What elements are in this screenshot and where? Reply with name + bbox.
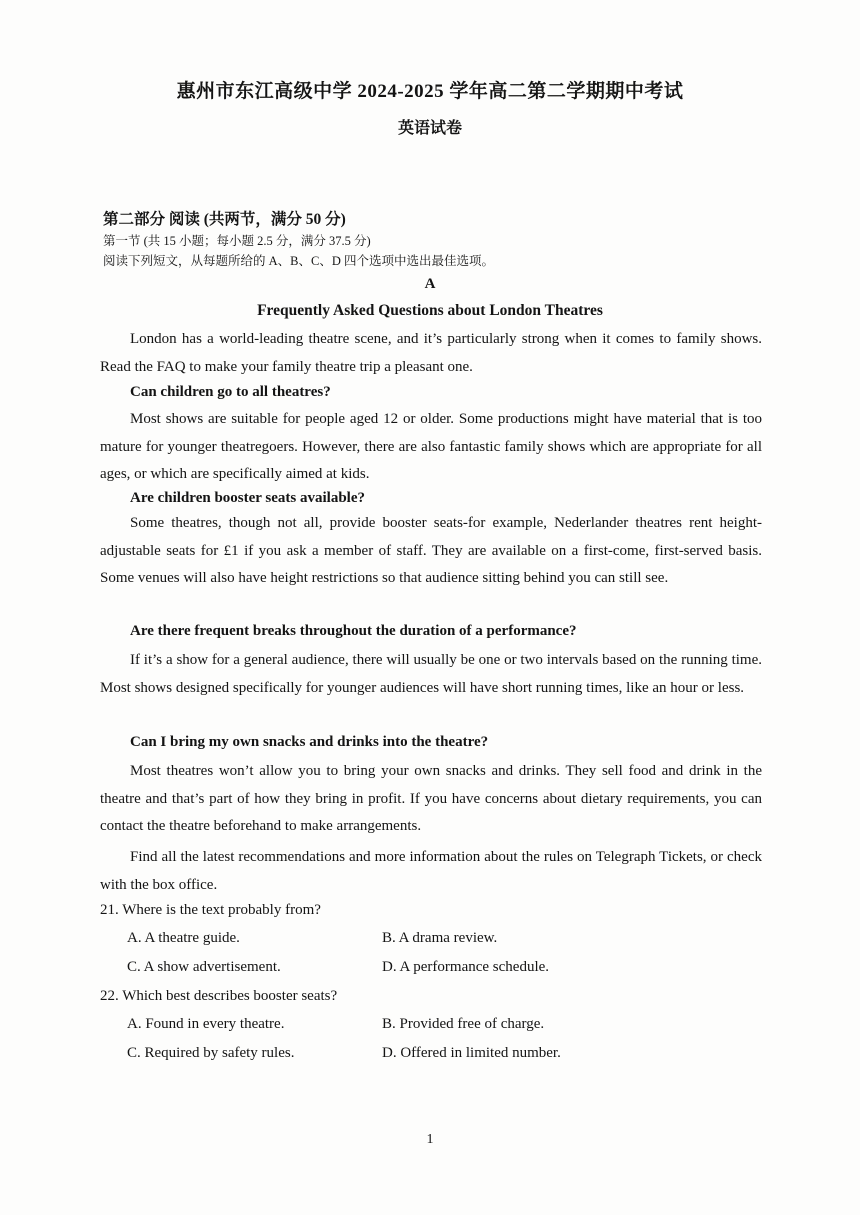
- faq-answer: If it’s a show for a general audience, there will usually be one or two intervals based on the running time. Most shows designed specifically for younger audiences will have short running times, like an hour or less.: [100, 652, 762, 696]
- exam-title: 惠州市东江高级中学 2024-2025 学年高二第二学期期中考试: [176, 81, 684, 102]
- answer-option: A. A theatre guide.: [127, 930, 240, 946]
- section-subheading: 第一节 (共 15 小题；每小题 2.5 分，满分 37.5 分): [103, 234, 371, 248]
- answer-option: C. Required by safety rules.: [127, 1045, 295, 1061]
- section-instructions: 阅读下列短文，从每题所给的 A、B、C、D 四个选项中选出最佳选项。: [103, 254, 494, 268]
- passage-closing: Find all the latest recommendations and more information about the rules on Telegraph Tickets, or check with the box office.: [100, 849, 762, 893]
- answer-option: B. Provided free of charge.: [382, 1016, 545, 1032]
- faq-answer: Most shows are suitable for people aged 12 or older. Some productions might have material that is too mature for younger theatregoers. However, there are also fantastic family shows which are appropriate for all ages, or which are specifically aimed at kids.: [100, 411, 762, 482]
- faq-answer: Some theatres, though not all, provide booster seats-for example, Nederlander theatres rent height-adjustable seats for £1 if you ask a member of staff. They are available on a first-come, first-served basis. Some venues will also have height restrictions so that audience sitting behind you can still see.: [100, 515, 762, 586]
- passage-title: Frequently Asked Questions about London Theatres: [257, 302, 603, 319]
- faq-question: Can I bring my own snacks and drinks into the theatre?: [130, 734, 489, 750]
- passage-intro: London has a world-leading theatre scene, and it’s particularly strong when it comes to family shows. Read the FAQ to make your family theatre trip a pleasant one.: [100, 331, 762, 375]
- section-heading: 第二部分 阅读 (共两节，满分 50 分): [103, 211, 346, 228]
- faq-question: Are there frequent breaks throughout the duration of a performance?: [130, 623, 577, 639]
- answer-option: B. A drama review.: [382, 930, 498, 946]
- answer-option: C. A show advertisement.: [127, 959, 281, 975]
- page-number: 1: [426, 1132, 434, 1147]
- passage-letter: A: [424, 276, 436, 292]
- faq-question: Can children go to all theatres?: [130, 384, 331, 400]
- exam-subtitle: 英语试卷: [397, 120, 462, 137]
- question-stem: 22. Which best describes booster seats?: [100, 988, 338, 1004]
- faq-question: Are children booster seats available?: [130, 490, 365, 506]
- answer-option: D. A performance schedule.: [382, 959, 550, 975]
- answer-option: D. Offered in limited number.: [382, 1045, 561, 1061]
- faq-answer: Most theatres won’t allow you to bring your own snacks and drinks. They sell food and drink in the theatre and that’s part of how they bring in profit. If you have concerns about dietary requirements, you can contact the theatre beforehand to make arrangements.: [100, 763, 762, 834]
- answer-option: A. Found in every theatre.: [127, 1016, 285, 1032]
- question-stem: 21. Where is the text probably from?: [100, 902, 321, 918]
